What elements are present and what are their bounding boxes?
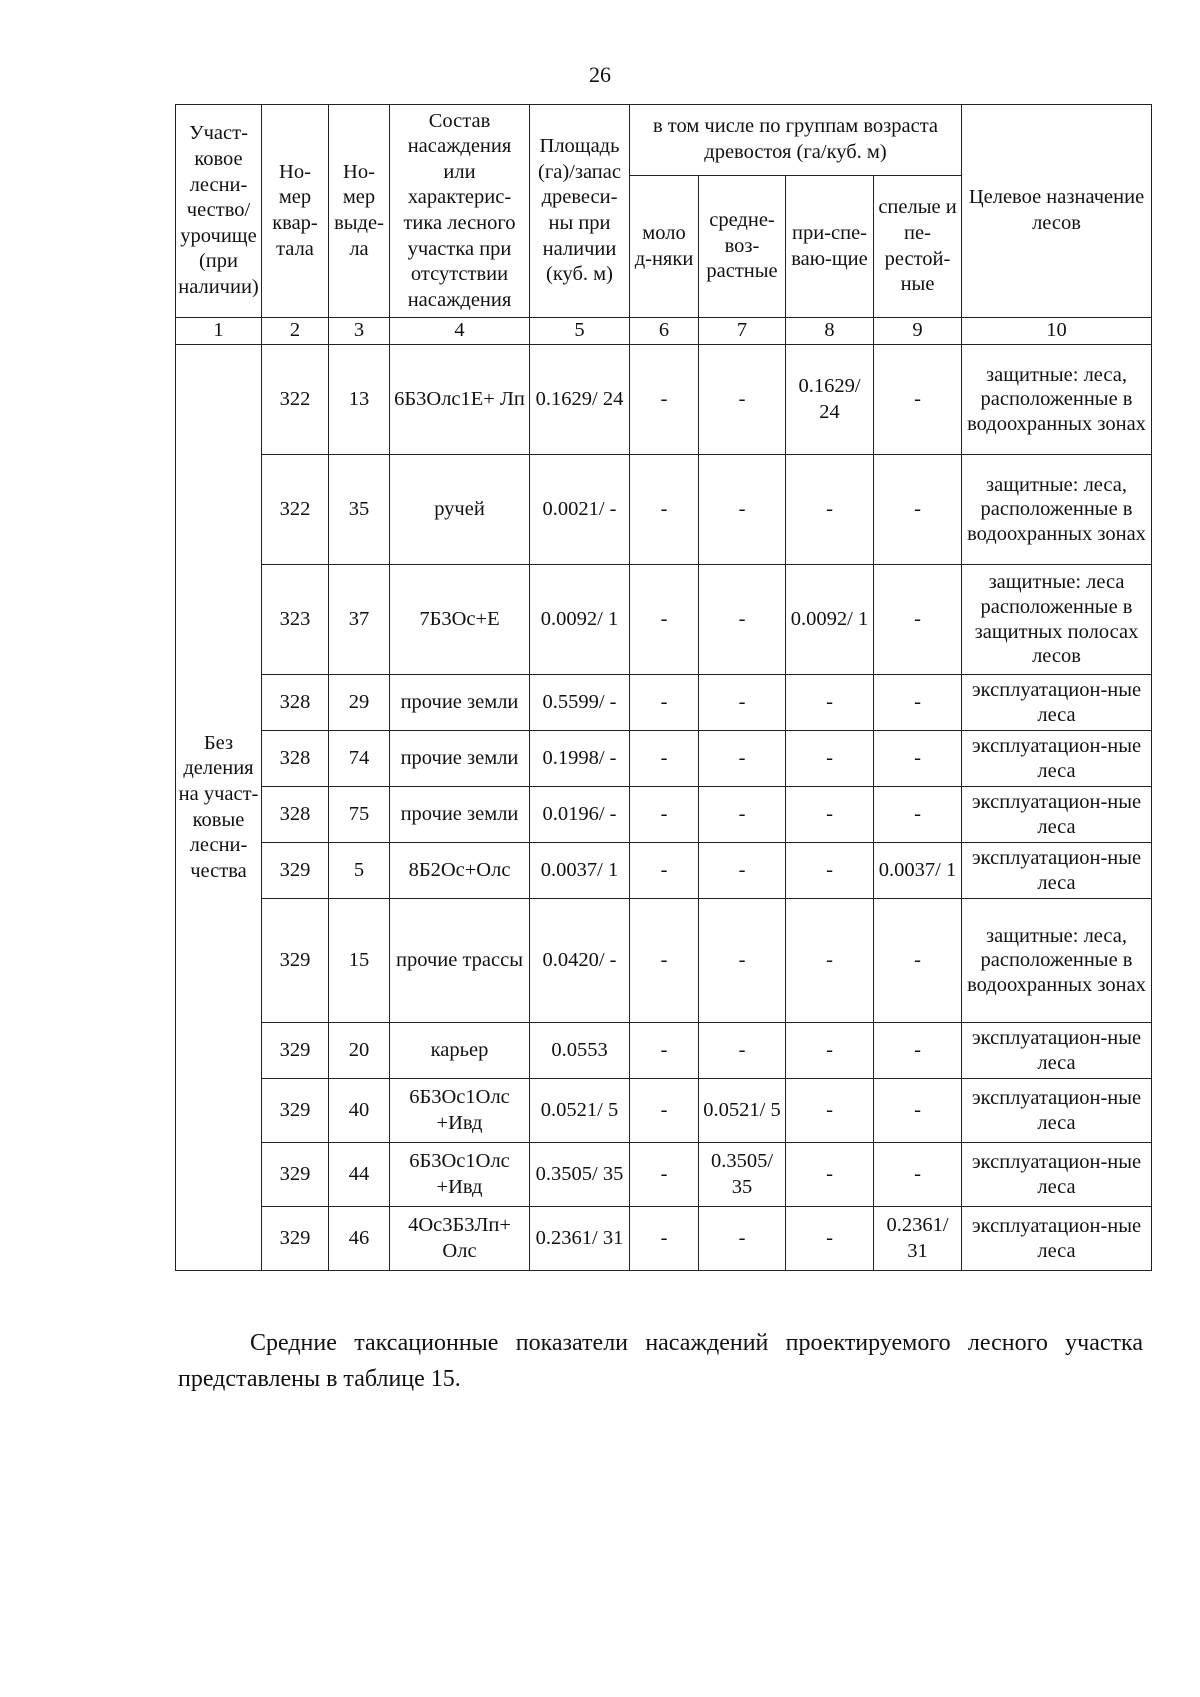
cell-purpose: эксплуатацион-ные леса	[962, 1143, 1152, 1207]
cell-plot: 13	[329, 345, 390, 455]
cell-maturing: -	[786, 787, 874, 843]
cell-area: 0.3505/ 35	[530, 1143, 630, 1207]
cell-young: -	[630, 345, 699, 455]
cell-purpose: защитные: леса, расположенные в водоохранных зонах	[962, 899, 1152, 1023]
header-forestry: Участ-ковое лесни-чество/ урочище (при наличии)	[176, 105, 262, 318]
cell-young: -	[630, 1079, 699, 1143]
cell-maturing: -	[786, 1023, 874, 1079]
cell-area: 0.0521/ 5	[530, 1079, 630, 1143]
header-quarter: Но-мер квар-тала	[262, 105, 329, 318]
cell-area: 0.2361/ 31	[530, 1207, 630, 1271]
header-purpose: Целевое назначение лесов	[962, 105, 1152, 318]
cell-plot: 74	[329, 731, 390, 787]
table-row	[176, 345, 1152, 455]
cell-middle: -	[699, 899, 786, 1023]
table-row	[176, 1079, 1152, 1143]
column-number: 10	[962, 318, 1152, 345]
cell-young: -	[630, 787, 699, 843]
cell-area: 0.0553	[530, 1023, 630, 1079]
cell-mature: -	[874, 565, 962, 675]
cell-mature: -	[874, 1023, 962, 1079]
table-row	[176, 675, 1152, 731]
cell-composition: 4Ос3Б3Лп+ Олс	[390, 1207, 530, 1271]
cell-middle: -	[699, 565, 786, 675]
table-row	[176, 899, 1152, 1023]
cell-purpose: эксплуатацион-ные леса	[962, 787, 1152, 843]
cell-middle: -	[699, 455, 786, 565]
column-number: 4	[390, 318, 530, 345]
cell-maturing: -	[786, 455, 874, 565]
cell-plot: 20	[329, 1023, 390, 1079]
cell-composition: прочие земли	[390, 787, 530, 843]
cell-plot: 37	[329, 565, 390, 675]
cell-middle: -	[699, 1023, 786, 1079]
cell-area: 0.0420/ -	[530, 899, 630, 1023]
cell-composition: 7Б3Ос+Е	[390, 565, 530, 675]
cell-young: -	[630, 1143, 699, 1207]
cell-composition: прочие трассы	[390, 899, 530, 1023]
header-composition: Состав насаждения или характерис-тика лесного участка при отсутствии насаждения	[390, 105, 530, 318]
cell-young: -	[630, 1207, 699, 1271]
cell-middle: -	[699, 1207, 786, 1271]
cell-young: -	[630, 843, 699, 899]
cell-area: 0.0037/ 1	[530, 843, 630, 899]
cell-plot: 5	[329, 843, 390, 899]
header-age-groups: в том числе по группам возраста древостоя (га/куб. м)	[630, 105, 962, 176]
cell-maturing: -	[786, 843, 874, 899]
cell-middle: -	[699, 787, 786, 843]
header-mature: спелые и пе-рестой-ные	[874, 176, 962, 318]
cell-composition: ручей	[390, 455, 530, 565]
cell-mature: -	[874, 1143, 962, 1207]
cell-purpose: эксплуатацион-ные леса	[962, 1079, 1152, 1143]
cell-middle: -	[699, 345, 786, 455]
cell-young: -	[630, 899, 699, 1023]
cell-maturing: -	[786, 731, 874, 787]
cell-area: 0.0196/ -	[530, 787, 630, 843]
cell-area: 0.1629/ 24	[530, 345, 630, 455]
cell-composition: 6Б3Ос1Олс +Ивд	[390, 1079, 530, 1143]
cell-quarter: 329	[262, 1143, 329, 1207]
cell-quarter: 328	[262, 731, 329, 787]
table-row	[176, 787, 1152, 843]
taxation-table	[175, 104, 1152, 1271]
cell-quarter: 328	[262, 675, 329, 731]
table-row	[176, 1143, 1152, 1207]
body-paragraph: Средние таксационные показатели насаждений проектируемого лесного участка представлены в таблице 15.	[178, 1330, 1143, 1392]
cell-middle: -	[699, 843, 786, 899]
cell-mature: -	[874, 899, 962, 1023]
cell-maturing: -	[786, 1207, 874, 1271]
cell-composition: карьер	[390, 1023, 530, 1079]
cell-maturing: 0.1629/ 24	[786, 345, 874, 455]
cell-maturing: -	[786, 1079, 874, 1143]
table-row	[176, 1023, 1152, 1079]
cell-composition: прочие земли	[390, 675, 530, 731]
table-row	[176, 731, 1152, 787]
cell-composition: прочие земли	[390, 731, 530, 787]
cell-quarter: 329	[262, 1207, 329, 1271]
cell-purpose: эксплуатацион-ные леса	[962, 731, 1152, 787]
cell-plot: 35	[329, 455, 390, 565]
cell-mature: -	[874, 1079, 962, 1143]
table-row	[176, 843, 1152, 899]
cell-plot: 40	[329, 1079, 390, 1143]
cell-plot: 29	[329, 675, 390, 731]
cell-quarter: 329	[262, 1079, 329, 1143]
cell-purpose: эксплуатацион-ные леса	[962, 1023, 1152, 1079]
cell-purpose: эксплуатацион-ные леса	[962, 843, 1152, 899]
cell-maturing: -	[786, 1143, 874, 1207]
cell-young: -	[630, 565, 699, 675]
column-number: 7	[699, 318, 786, 345]
cell-purpose: защитные: леса, расположенные в водоохранных зонах	[962, 345, 1152, 455]
cell-middle: 0.0521/ 5	[699, 1079, 786, 1143]
cell-quarter: 322	[262, 345, 329, 455]
header-plot: Но-мер выде-ла	[329, 105, 390, 318]
cell-middle: 0.3505/ 35	[699, 1143, 786, 1207]
page-number: 26	[589, 62, 611, 87]
column-number: 6	[630, 318, 699, 345]
cell-composition: 6Б3Ос1Олс +Ивд	[390, 1143, 530, 1207]
cell-middle: -	[699, 675, 786, 731]
cell-composition: 6Б3Олс1Е+ Лп	[390, 345, 530, 455]
cell-area: 0.1998/ -	[530, 731, 630, 787]
column-number: 3	[329, 318, 390, 345]
column-number: 8	[786, 318, 874, 345]
forestry-cell: Без деления на участ-ковые лесни-чества	[176, 345, 262, 1271]
column-number: 5	[530, 318, 630, 345]
cell-quarter: 322	[262, 455, 329, 565]
cell-purpose: эксплуатацион-ные леса	[962, 675, 1152, 731]
cell-maturing: -	[786, 675, 874, 731]
cell-young: -	[630, 1023, 699, 1079]
table-row	[176, 1207, 1152, 1271]
cell-composition: 8Б2Ос+Олс	[390, 843, 530, 899]
header-area: Площадь (га)/запас древеси-ны при наличии (куб. м)	[530, 105, 630, 318]
cell-middle: -	[699, 731, 786, 787]
cell-area: 0.0021/ -	[530, 455, 630, 565]
cell-young: -	[630, 675, 699, 731]
cell-mature: 0.2361/ 31	[874, 1207, 962, 1271]
cell-purpose: защитные: леса, расположенные в водоохранных зонах	[962, 455, 1152, 565]
header-middle: средне-воз-растные	[699, 176, 786, 318]
cell-plot: 44	[329, 1143, 390, 1207]
table-body	[176, 345, 1152, 1271]
header-maturing: при-спе-ваю-щие	[786, 176, 874, 318]
cell-purpose: эксплуатацион-ные леса	[962, 1207, 1152, 1271]
cell-mature: -	[874, 675, 962, 731]
cell-mature: -	[874, 345, 962, 455]
cell-quarter: 329	[262, 843, 329, 899]
table-row	[176, 565, 1152, 675]
cell-young: -	[630, 455, 699, 565]
column-number: 9	[874, 318, 962, 345]
cell-area: 0.5599/ -	[530, 675, 630, 731]
cell-quarter: 329	[262, 1023, 329, 1079]
column-number: 2	[262, 318, 329, 345]
cell-purpose: защитные: леса расположенные в защитных полосах лесов	[962, 565, 1152, 675]
cell-quarter: 323	[262, 565, 329, 675]
cell-area: 0.0092/ 1	[530, 565, 630, 675]
cell-plot: 75	[329, 787, 390, 843]
cell-plot: 46	[329, 1207, 390, 1271]
cell-mature: -	[874, 731, 962, 787]
cell-young: -	[630, 731, 699, 787]
cell-mature: -	[874, 455, 962, 565]
table-row	[176, 455, 1152, 565]
cell-maturing: 0.0092/ 1	[786, 565, 874, 675]
cell-plot: 15	[329, 899, 390, 1023]
cell-mature: 0.0037/ 1	[874, 843, 962, 899]
column-number: 1	[176, 318, 262, 345]
cell-maturing: -	[786, 899, 874, 1023]
cell-mature: -	[874, 787, 962, 843]
header-young: моло д-няки	[630, 176, 699, 318]
cell-quarter: 329	[262, 899, 329, 1023]
cell-quarter: 328	[262, 787, 329, 843]
column-number-row	[176, 318, 1152, 345]
